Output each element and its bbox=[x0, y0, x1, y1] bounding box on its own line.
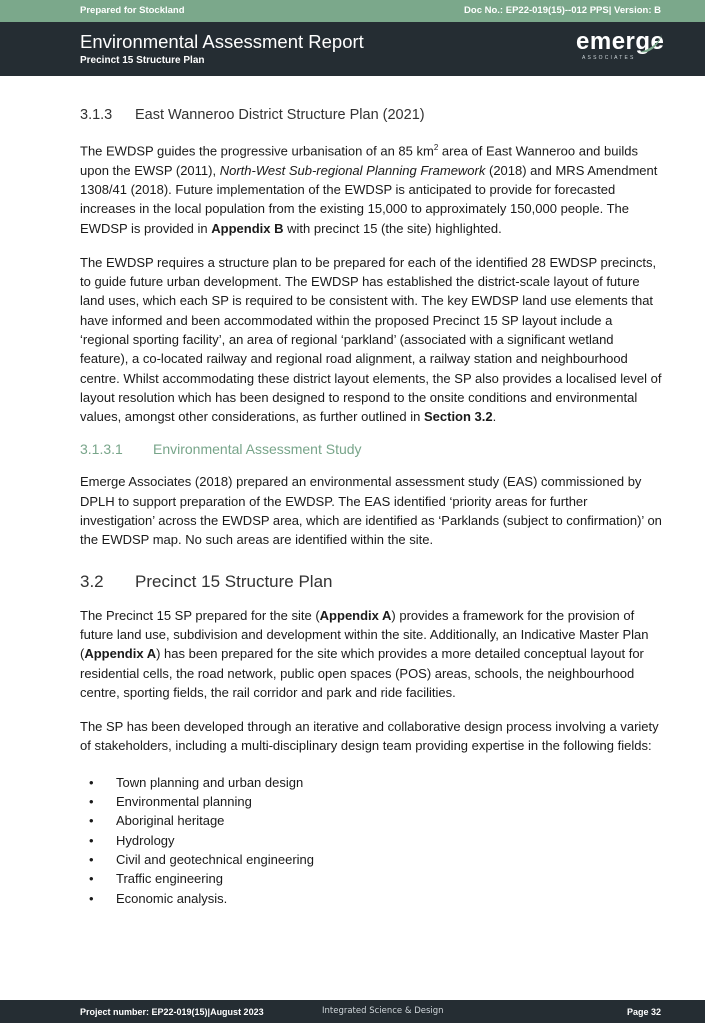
expertise-list bbox=[80, 773, 662, 908]
list-item: • Traffic engineering bbox=[80, 869, 662, 888]
section-title: East Wanneroo District Structure Plan (2021) bbox=[135, 107, 425, 123]
footer-tagline: Integrated Science & Design bbox=[322, 1006, 444, 1016]
section-heading-3-2 bbox=[80, 572, 662, 592]
emerge-logo bbox=[576, 30, 666, 68]
list-item: • Town planning and urban design bbox=[80, 773, 662, 792]
list-item: • Aboriginal heritage bbox=[80, 811, 662, 830]
list-item: • Economic analysis. bbox=[80, 889, 662, 908]
paragraph: Emerge Associates (2018) prepared an environmental assessment study (EAS) commissioned by DPLH to support preparation of the EWDSP. The EAS identified ‘priority areas for further investigation’ across the EWDSP area, which are identified as ‘Parklands (subject to confirmation)’ on the EWDSP map. No such areas are identified within the site. bbox=[80, 474, 662, 548]
section-title: Precinct 15 Structure Plan bbox=[135, 571, 333, 591]
paragraph: The EWDSP requires a structure plan to be prepared for each of the identified 28 EWDSP precincts, to guide future urban development. The EWDSP has established the district-scale layout of future land uses, which each SP is required to be consistent with. The key EWDSP land use elements that have informed and been accommodated within the proposed Precinct 15 SP layout include a ‘regional sporting facility’, an area of regional ‘parkland’ (associated with a significant wetland feature), a co-located railway and regional road alignment, a railway station and neighbourhood centre. Whilst accommodating these district layout elements, the SP also provides a localised level of layout resolution which has been designed to respond to the onsite conditions and environmental values, amongst other considerations, as further outlined in Section 3.2. bbox=[80, 254, 662, 425]
section-heading-3-1-3-1 bbox=[80, 441, 662, 457]
paragraph: The SP has been developed through an iterative and collaborative design process involving a variety of stakeholders, including a multi-disciplinary design team providing expertise in the following fields: bbox=[80, 719, 659, 754]
list-item: • Environmental planning bbox=[80, 792, 662, 811]
logo-swoosh-icon bbox=[638, 32, 664, 56]
paragraph: The EWDSP guides the progressive urbanisation of an 85 $km^2$ area of East Wanneroo and builds upon the EWSP (2011), North-West Sub-regional Planning Framework (2018) and MRS Amendment 1308/41 (2018). Future implementation of the EWDSP is anticipated to provide for forecasted increases in the local population from the existing 15,000 to approximately 150,000 people. The EWDSP is provided in Appendix B with precinct 15 (the site) highlighted. bbox=[80, 143, 658, 236]
section-title: Environmental Assessment Study bbox=[153, 441, 362, 458]
document-number: Doc No.: EP22-019(15)--012 PPS| Version: B bbox=[464, 5, 661, 16]
section-number: 3.1.3 bbox=[80, 107, 113, 123]
page-content bbox=[80, 107, 662, 908]
list-item: • Hydrology bbox=[80, 831, 662, 850]
section-heading-3-1-3 bbox=[80, 107, 662, 123]
prepared-for: Prepared for Stockland bbox=[80, 5, 185, 16]
report-subtitle: Precinct 15 Structure Plan bbox=[80, 55, 205, 66]
list-item: • Civil and geotechnical engineering bbox=[80, 850, 662, 869]
section-number: 3.1.3.1 bbox=[80, 441, 123, 458]
top-bar bbox=[0, 0, 705, 22]
logo-wordmark: emerge bbox=[576, 28, 665, 55]
paragraph: The Precinct 15 SP prepared for the site (Appendix A) provides a framework for the provision of future land use, subdivision and development within the site. Additionally, an Indicative Master Plan (Appendix A) has been prepared for the site which provides a more detailed conceptual layout for residential cells, the road network, public open spaces (POS) areas, schools, the neighbourhood centre, sporting fields, the rail corridor and park and ride facilities. bbox=[80, 607, 649, 700]
project-number: Project number: EP22-019(15)|August 2023 bbox=[80, 1007, 264, 1017]
report-header bbox=[0, 22, 705, 76]
page-number: Page 32 bbox=[626, 1007, 661, 1017]
logo-subtext: ASSOCIATES bbox=[582, 55, 636, 61]
section-number: 3.2 bbox=[80, 571, 104, 591]
report-title: Environmental Assessment Report bbox=[80, 31, 364, 52]
page-footer bbox=[0, 1000, 705, 1023]
